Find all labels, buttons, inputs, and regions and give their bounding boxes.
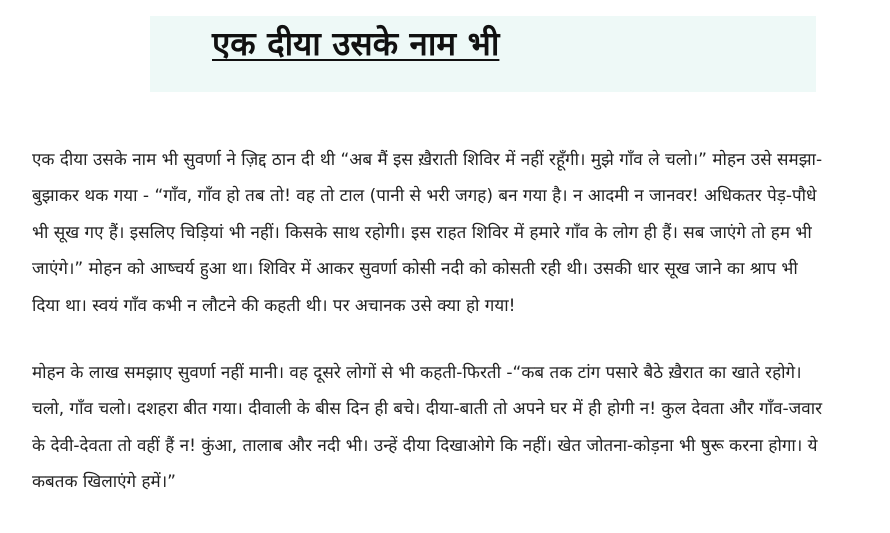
article-paragraph-1: एक दीया उसके नाम भी सुवर्णा ने ज़िद्द ठान दी थी “अब मैं इस ख़ैराती शिविर में नहीं रहूँगी। मुझे गाँव ले चलो।” मोहन उसे समझा-बुझाकर थक गया - “गाँव, गाँव हो तब तो! वह तो टाल (पानी से भरी जगह) बन गया है। न आदमी न जानवर! अधिकतर पेड़-पौधे भी सूख गए हैं। इसलिए चिड़ियां भी नहीं। किसके साथ रहोगी। इस राहत शिविर में हमारे गाँव के लोग ही हैं। सब जाएंगे तो हम भी जाएंगे।” मोहन को आष्चर्य हुआ था। शिविर में आकर सुवर्णा कोसी नदी को कोसती रही थी। उसकी धार सूख जाने का श्राप भी दिया था। स्वयं गाँव कभी न लौटने की कहती थी। पर अचानक उसे क्या हो गया! (32, 150, 823, 316)
article-paragraph-2: मोहन के लाख समझाए सुवर्णा नहीं मानी। वह दूसरे लोगों से भी कहती-फिरती -“कब तक टांग पसारे बैठे ख़ैरात का खाते रहोगे। चलो, गाँव चलो। दशहरा बीत गया। दीवाली के बीस दिन ही बचे। दीया-बाती तो अपने घर में ही होगी न! कुल देवता और गाँव-जवार के देवी-देवता तो वहीं हैं न! कुंआ, तालाब और नदी भी। उन्हें दीया दिखाओगे कि नहीं। खेत जोतना-कोड़ना भी षुरू करना होगा। ये कबतक खिलाएंगे हमें।” (32, 363, 823, 493)
article-body (32, 142, 828, 501)
title-banner (150, 16, 816, 92)
page-title: एक दीया उसके नाम भी (212, 24, 500, 63)
